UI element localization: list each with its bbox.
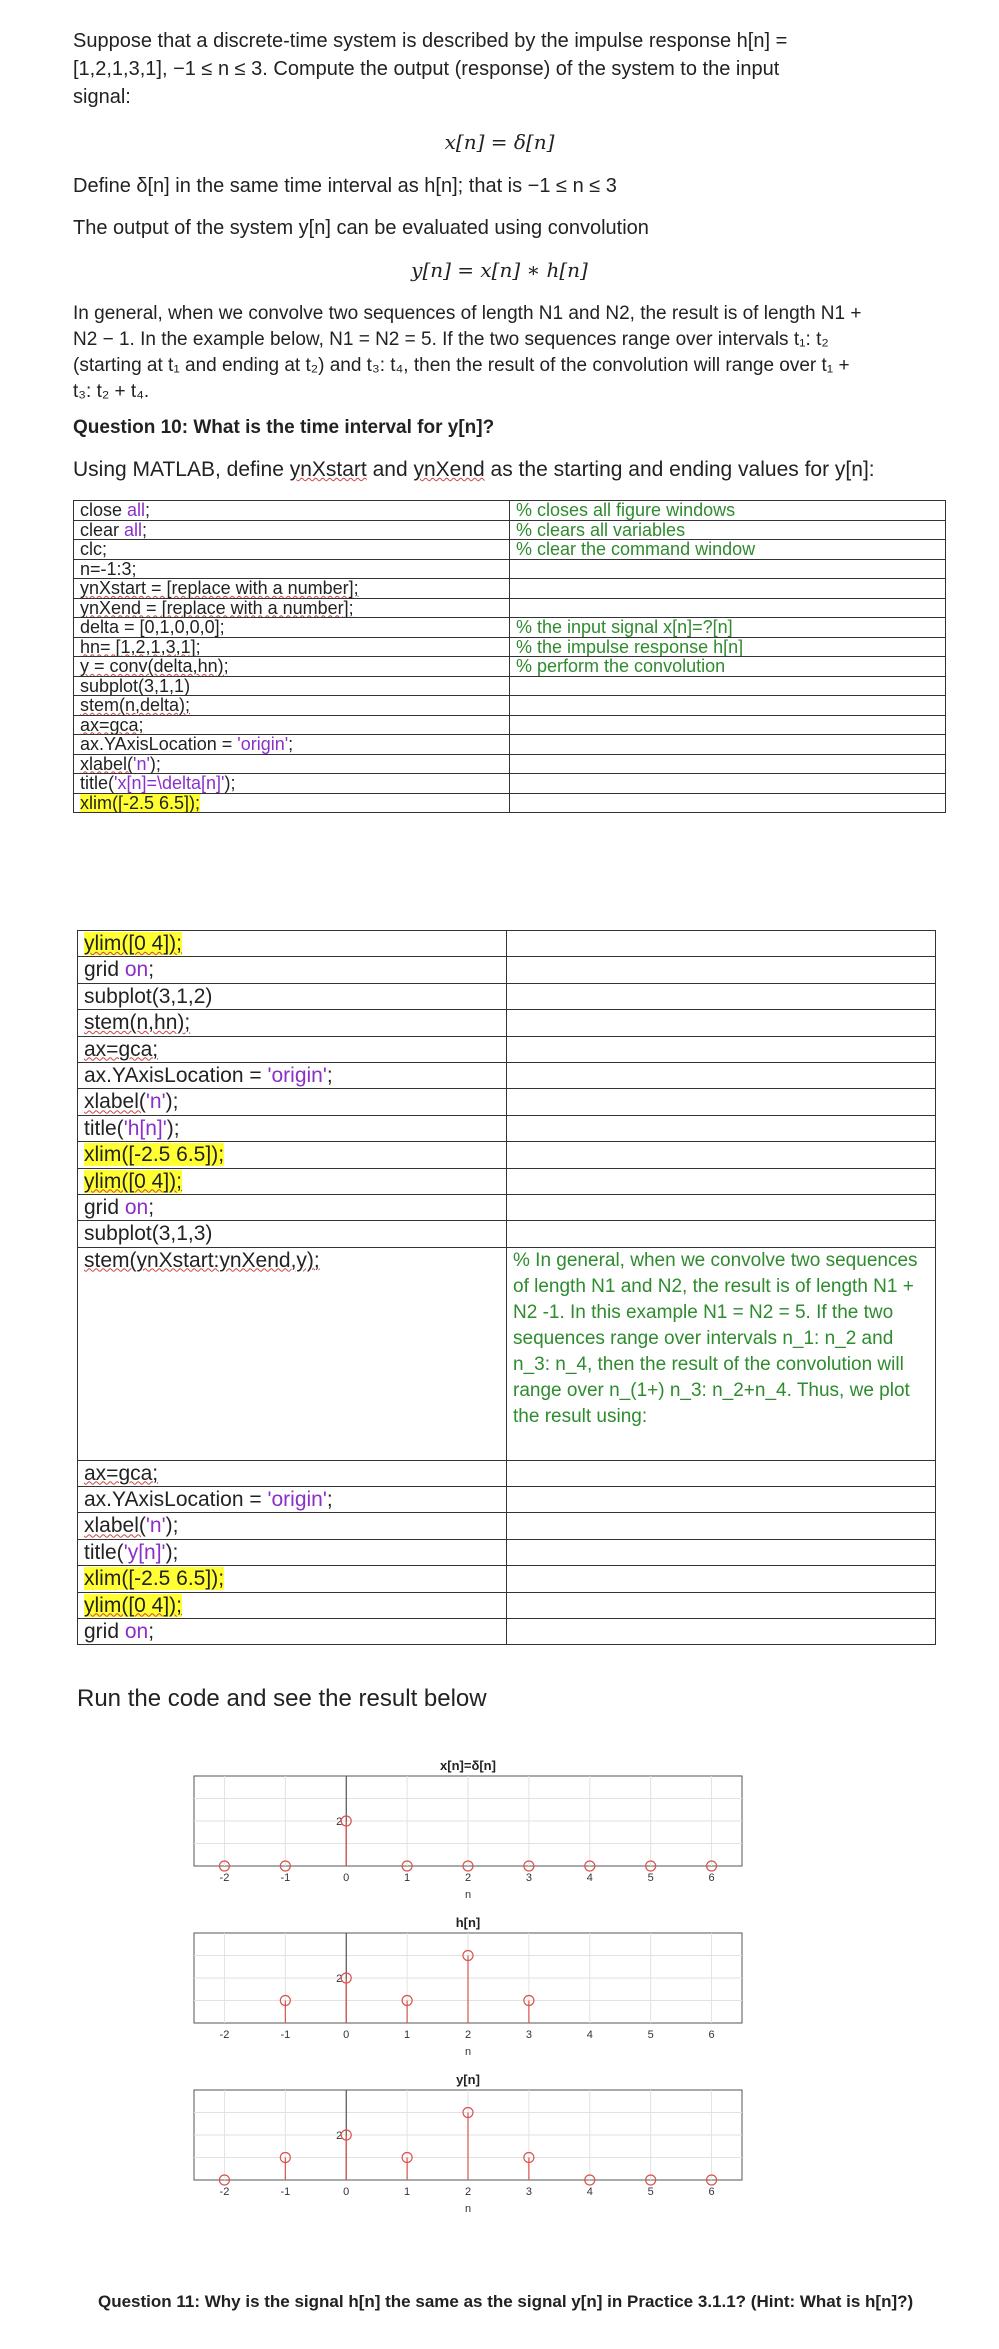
define-line: Define δ[n] in the same time interval as h[n]; that is −1 ≤ n ≤ 3 xyxy=(73,175,617,197)
code-cell xyxy=(78,1168,507,1194)
xtick-label: 3 xyxy=(525,2029,532,2041)
plot-title: h[n] xyxy=(455,1915,481,1930)
xtick-label: 3 xyxy=(525,1872,532,1884)
code-cell xyxy=(78,1221,507,1247)
code-end: ); xyxy=(149,754,161,774)
xtick-label: 5 xyxy=(647,1872,654,1884)
code-keyword: all xyxy=(127,500,146,520)
code-cell xyxy=(74,598,510,618)
plot-title: y[n] xyxy=(456,2072,480,2087)
code-cell xyxy=(74,735,510,755)
code-keyword: on xyxy=(124,1195,149,1219)
intro-line-1: Suppose that a discrete-time system is described by the impulse response h[n] = xyxy=(73,30,788,52)
comment-cell xyxy=(510,501,946,521)
comment-cell xyxy=(510,657,946,677)
code-row xyxy=(78,1487,936,1513)
xtick-label: 6 xyxy=(708,1872,715,1884)
code-row xyxy=(78,1168,936,1194)
code-keyword: 'n' xyxy=(133,754,150,774)
code-text: close xyxy=(80,500,128,520)
code-end: ); xyxy=(165,1090,179,1114)
code-cell xyxy=(78,1566,507,1592)
xtick-label: -2 xyxy=(219,1872,230,1884)
xtick-label: -2 xyxy=(219,2029,230,2041)
code-text: xlabel( xyxy=(80,754,134,774)
code-keyword: 'origin' xyxy=(267,1063,327,1087)
xtick-label: 5 xyxy=(647,2186,654,2198)
code-row xyxy=(78,1036,936,1062)
code-keyword: 'origin' xyxy=(267,1488,327,1512)
code-cell xyxy=(78,1036,507,1062)
comment-cell xyxy=(510,676,946,696)
code-comment: % clears all variables xyxy=(516,520,686,540)
code-cell xyxy=(74,579,510,599)
xtick-label: 4 xyxy=(586,2186,593,2198)
comment-cell xyxy=(510,715,946,735)
code-text: grid xyxy=(84,1195,125,1219)
code-cell xyxy=(78,1592,507,1618)
code-keyword: 'x[n]=\delta[n]' xyxy=(114,773,225,793)
code-text: xlabel( xyxy=(84,1090,146,1114)
general-line-2: N2 − 1. In the example below, N1 = N2 = 5. If the two sequences range over intervals t₁: t₂ xyxy=(73,329,829,350)
code-keyword: on xyxy=(124,1620,149,1644)
code-keyword: on xyxy=(124,958,149,982)
code-row xyxy=(74,735,946,755)
xtick-label: 1 xyxy=(404,1872,411,1884)
plot-title: x[n]=δ[n] xyxy=(440,1758,496,1773)
code-row xyxy=(78,1194,936,1220)
xtick-label: -1 xyxy=(280,2029,291,2041)
code-row xyxy=(74,559,946,579)
code-row xyxy=(74,501,946,521)
comment-cell xyxy=(510,618,946,638)
matlab-intro-ynxstart: ynXstart xyxy=(289,458,367,481)
code-comment: % the input signal x[n]=?[n] xyxy=(516,617,733,637)
ytick-label: 2 xyxy=(336,1973,343,1985)
comment-cell xyxy=(510,637,946,657)
code-keyword: 'y[n]' xyxy=(123,1540,166,1564)
code-row xyxy=(78,1142,936,1168)
comment-cell xyxy=(507,1513,936,1539)
code-text: ax.YAxisLocation = xyxy=(84,1063,268,1087)
code-cell xyxy=(78,1115,507,1141)
comment-cell xyxy=(507,1221,936,1247)
code-comment: % perform the convolution xyxy=(516,656,726,676)
xtick-label: -1 xyxy=(280,2186,291,2198)
code-row xyxy=(78,1513,936,1539)
code-text: ax=gca; xyxy=(80,715,144,735)
xtick-label: 4 xyxy=(586,2029,593,2041)
run-text: Run the code and see the result below xyxy=(77,1685,487,1712)
code-text: stem(n,delta); xyxy=(80,695,191,715)
code-cell xyxy=(74,637,510,657)
comment-cell xyxy=(507,1487,936,1513)
code-text: xlim([-2.5 6.5]); xyxy=(84,1567,225,1591)
x-axis-label: n xyxy=(464,2203,472,2215)
comment-cell xyxy=(507,1010,936,1036)
code-end: ); xyxy=(165,1540,179,1564)
code-row xyxy=(74,618,946,638)
comment-cell xyxy=(507,957,936,983)
code-cell xyxy=(78,931,507,957)
comment-cell xyxy=(510,559,946,579)
code-comment: % clear the command window xyxy=(516,539,756,559)
ytick-label: 2 xyxy=(336,1816,343,1828)
code-text: ylim([0 4]); xyxy=(84,932,183,955)
code-text: y = conv(delta,hn); xyxy=(80,656,229,676)
code-cell xyxy=(74,696,510,716)
comment-cell xyxy=(510,598,946,618)
code-text: n=-1:3; xyxy=(80,559,137,579)
code-row xyxy=(78,957,936,983)
code-row xyxy=(74,715,946,735)
code-row xyxy=(78,1460,936,1486)
code-keyword: 'n' xyxy=(145,1090,166,1114)
code-row xyxy=(74,520,946,540)
comment-cell xyxy=(507,1142,936,1168)
comment-cell xyxy=(510,793,946,813)
xtick-label: 0 xyxy=(343,2029,350,2041)
code-text: ax.YAxisLocation = xyxy=(80,734,238,754)
code-text: xlabel( xyxy=(84,1514,146,1538)
code-keyword: 'origin' xyxy=(237,734,289,754)
code-row xyxy=(74,540,946,560)
code-cell xyxy=(78,1089,507,1115)
code-row xyxy=(78,1010,936,1036)
code-keyword: all xyxy=(124,520,143,540)
code-text: ax=gca; xyxy=(84,1461,159,1485)
code-end: ; xyxy=(148,958,155,982)
code-cell xyxy=(78,1142,507,1168)
code-end: ; xyxy=(288,734,294,754)
comment-cell xyxy=(510,774,946,794)
xtick-label: 4 xyxy=(586,1872,593,1884)
xtick-label: 2 xyxy=(464,1872,472,1884)
output-line: The output of the system y[n] can be evaluated using convolution xyxy=(73,217,649,239)
code-text: xlim([-2.5 6.5]); xyxy=(84,1143,225,1167)
comment-cell xyxy=(507,1089,936,1115)
code-cell xyxy=(78,1194,507,1220)
code-text: clc; xyxy=(80,539,107,559)
comment-cell xyxy=(507,1194,936,1220)
code-text: stem(n,hn); xyxy=(84,1011,191,1035)
x-axis-label: n xyxy=(464,2046,472,2058)
matlab-intro-mid: and xyxy=(366,458,414,481)
code-keyword: 'h[n]' xyxy=(123,1116,167,1140)
code-cell xyxy=(74,520,510,540)
comment-cell xyxy=(507,931,936,957)
code-row xyxy=(74,598,946,618)
code-row xyxy=(78,1115,936,1141)
comment-cell xyxy=(507,983,936,1009)
code-row xyxy=(74,793,946,813)
xtick-label: 6 xyxy=(708,2029,715,2041)
code-cell xyxy=(74,559,510,579)
x-axis-label: n xyxy=(464,1889,472,1901)
xtick-label: 1 xyxy=(404,2029,411,2041)
code-cell xyxy=(78,983,507,1009)
code-text: ax=gca; xyxy=(84,1037,159,1061)
code-cell xyxy=(74,715,510,735)
comment-cell xyxy=(510,754,946,774)
comment-cell xyxy=(510,540,946,560)
code-cell xyxy=(74,676,510,696)
code-cell xyxy=(78,1513,507,1539)
matlab-intro-ynxend: ynXend xyxy=(413,458,485,481)
comment-cell xyxy=(507,1566,936,1592)
code-text: title( xyxy=(80,773,115,793)
comment-cell xyxy=(510,735,946,755)
matlab-intro-before: Using MATLAB, define xyxy=(73,458,290,481)
comment-cell xyxy=(507,1460,936,1486)
code-cell xyxy=(74,754,510,774)
comment-cell xyxy=(507,1062,936,1088)
xtick-label: 2 xyxy=(464,2186,472,2198)
code-cell xyxy=(74,774,510,794)
code-end: ); xyxy=(166,1116,180,1140)
code-text: grid xyxy=(84,1620,125,1644)
code-end: ; xyxy=(148,1195,155,1219)
code-row xyxy=(78,1619,936,1645)
code-row xyxy=(74,774,946,794)
code-cell xyxy=(78,1539,507,1565)
comment-cell xyxy=(510,579,946,599)
code-text: ylim([0 4]); xyxy=(84,1169,183,1193)
code-text: title( xyxy=(84,1540,124,1564)
code-text: subplot(3,1,2) xyxy=(84,984,213,1008)
code-row xyxy=(74,579,946,599)
xtick-label: -1 xyxy=(280,1872,291,1884)
general-line-3: (starting at t₁ and ending at t₂) and t₃: t₄, then the result of the convolution will range over t₁ + xyxy=(73,355,850,376)
matlab-intro xyxy=(73,456,973,484)
comment-cell xyxy=(507,1619,936,1645)
code-end: ); xyxy=(165,1514,179,1538)
comment-cell xyxy=(507,1036,936,1062)
stem-plots-figure xyxy=(180,1758,760,2248)
xtick-label: 1 xyxy=(404,2186,411,2198)
code-row xyxy=(78,983,936,1009)
code-row xyxy=(78,931,936,957)
code-text: clear xyxy=(80,520,125,540)
xtick-label: 5 xyxy=(647,2029,654,2041)
xtick-label: 0 xyxy=(343,1872,350,1884)
code-row xyxy=(78,1089,936,1115)
code-end: ; xyxy=(326,1063,333,1087)
question-11: Question 11: Why is the signal h[n] the same as the signal y[n] in Practice 3.1.1? (Hint: What is h[n]?) xyxy=(98,2292,914,2311)
code-cell xyxy=(78,1062,507,1088)
code-text: ynXend = [replace with a number]; xyxy=(80,598,354,618)
code-row xyxy=(74,637,946,657)
intro-line-2: [1,2,1,3,1], −1 ≤ n ≤ 3. Compute the output (response) of the system to the input xyxy=(73,58,780,80)
xtick-label: 3 xyxy=(525,2186,532,2198)
code-text: ax.YAxisLocation = xyxy=(84,1488,268,1512)
code-table-2 xyxy=(77,930,936,1645)
code-text: subplot(3,1,1) xyxy=(80,676,191,696)
long-comment-cell: % In general, when we convolve two sequences of length N1 and N2, the result is of length N1 + N2 -1. In this example N1 = N2 = 5. If the two sequences range over intervals n_1: n_2 and n_3: n_4, then the result of the convolution will range over n_(1+) n_3: n_2+n_4. Thus, we plot the result using: xyxy=(507,1247,936,1460)
ytick-label: 2 xyxy=(336,2130,343,2142)
general-line-1: In general, when we convolve two sequences of length N1 and N2, the result is of length N1 + xyxy=(73,303,862,324)
code-cell xyxy=(74,657,510,677)
comment-cell xyxy=(507,1539,936,1565)
code-end: ; xyxy=(326,1488,333,1512)
code-table-1 xyxy=(73,500,946,813)
code-row xyxy=(74,696,946,716)
matlab-intro-after: as the starting and ending values for y[n]: xyxy=(484,458,875,481)
code-row xyxy=(74,657,946,677)
code-text: delta = [0,1,0,0,0]; xyxy=(80,617,225,637)
code-row xyxy=(78,1221,936,1247)
equation-x: x[n] = δ[n] xyxy=(444,130,555,154)
code-text: grid xyxy=(84,958,125,982)
comment-cell xyxy=(507,1168,936,1194)
code-row xyxy=(74,754,946,774)
code-text: xlim([-2.5 6.5]); xyxy=(80,793,201,813)
code-row xyxy=(78,1592,936,1618)
code-cell xyxy=(74,793,510,813)
code-row xyxy=(78,1062,936,1088)
intro-line-3: signal: xyxy=(73,86,131,108)
xtick-label: -2 xyxy=(219,2186,230,2198)
code-row xyxy=(78,1566,936,1592)
code-cell xyxy=(74,501,510,521)
code-end: ; xyxy=(142,520,148,540)
code-text: ynXstart = [replace with a number]; xyxy=(80,578,359,598)
code-cell xyxy=(78,1619,507,1645)
code-cell xyxy=(78,1010,507,1036)
code-cell xyxy=(74,540,510,560)
code-cell xyxy=(78,1487,507,1513)
code-cell xyxy=(78,1460,507,1486)
code-comment: % closes all figure windows xyxy=(516,500,736,520)
code-row xyxy=(74,676,946,696)
xtick-label: 2 xyxy=(464,2029,472,2041)
comment-cell xyxy=(507,1592,936,1618)
general-line-4: t₃: t₂ + t₄. xyxy=(73,381,150,402)
code-text: title( xyxy=(84,1116,124,1140)
equation-y: y[n] = x[n] ∗ h[n] xyxy=(411,258,588,282)
comment-cell xyxy=(510,696,946,716)
code-end: ; xyxy=(145,500,151,520)
code-cell xyxy=(74,618,510,638)
code-cell xyxy=(78,957,507,983)
code-keyword: 'n' xyxy=(145,1514,166,1538)
comment-cell xyxy=(510,520,946,540)
code-comment: % the impulse response h[n] xyxy=(516,637,744,657)
code-text: ylim([0 4]); xyxy=(84,1593,183,1617)
xtick-label: 0 xyxy=(343,2186,350,2198)
code-text: hn= [1,2,1,3,1]; xyxy=(80,637,201,657)
xtick-label: 6 xyxy=(708,2186,715,2198)
code-end: ; xyxy=(148,1620,155,1644)
comment-cell xyxy=(507,1115,936,1141)
code-text: stem(ynXstart:ynXend,y); xyxy=(84,1248,320,1272)
code-text: subplot(3,1,3) xyxy=(84,1222,213,1246)
code-end: ); xyxy=(224,773,236,793)
code-cell xyxy=(78,1247,507,1460)
code-row xyxy=(78,1247,936,1460)
question-10: Question 10: What is the time interval for y[n]? xyxy=(73,417,495,438)
code-row xyxy=(78,1539,936,1565)
